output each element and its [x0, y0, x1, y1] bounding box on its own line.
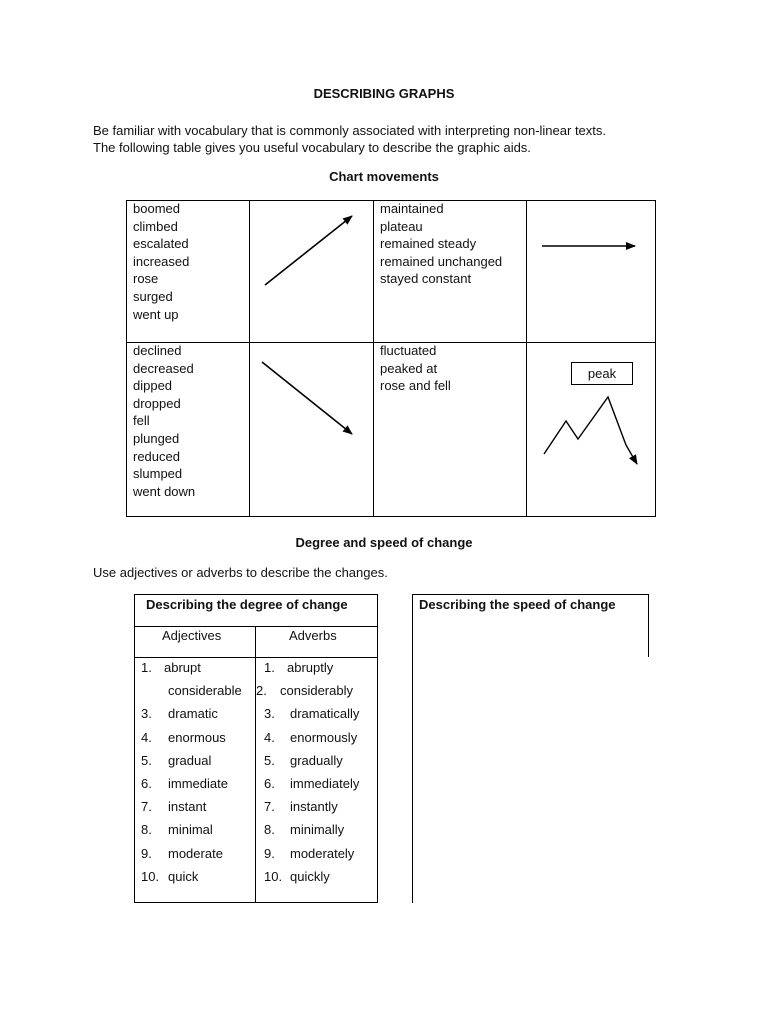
adverb-number: 3.	[264, 706, 275, 722]
fluctuation-arrow-icon	[626, 445, 637, 464]
steady-word: plateau	[380, 218, 423, 234]
degree-table-title: Describing the degree of change	[146, 597, 348, 612]
adjective-number: 10.	[141, 868, 160, 884]
adverb-word: quickly	[290, 868, 330, 884]
down-word: fell	[133, 413, 150, 429]
adjective-word: instant	[168, 799, 207, 815]
degree-speed-heading: Degree and speed of change	[295, 535, 473, 550]
down-word: slumped	[133, 466, 183, 482]
adverb-number: 6.	[264, 776, 275, 791]
down-word: plunged	[133, 430, 180, 446]
chart-movements-heading: Chart movements	[329, 169, 439, 184]
down-word: dropped	[133, 395, 181, 411]
fluctuation-word: fluctuated	[380, 343, 437, 358]
adjective-number: 5.	[141, 752, 152, 768]
adjective-word: enormous	[168, 729, 226, 745]
adjective-number: 1.	[141, 660, 152, 675]
adjective-number: 8.	[141, 822, 152, 838]
adverb-word: abruptly	[287, 660, 334, 675]
upward-arrow-icon	[265, 216, 352, 285]
adverb-number: 1.	[264, 660, 275, 675]
down-word: decreased	[133, 360, 194, 376]
adverb-number: 8.	[264, 822, 275, 838]
up-word: increased	[133, 253, 190, 269]
fluctuation-word: peaked at	[380, 360, 438, 376]
adjective-word: quick	[168, 868, 199, 884]
adverb-word: gradually	[290, 752, 343, 768]
steady-word: stayed constant	[380, 271, 472, 287]
down-word: went down	[133, 483, 196, 499]
up-word: escalated	[133, 236, 189, 252]
adjective-word: considerable	[168, 683, 242, 699]
steady-word: maintained	[380, 201, 444, 216]
adverb-word: minimally	[290, 822, 345, 838]
down-word: dipped	[133, 378, 173, 394]
adverb-number: 10.	[264, 868, 283, 884]
adjectives-header: Adjectives	[162, 628, 222, 643]
speed-table-title: Describing the speed of change	[419, 597, 616, 612]
adjective-number: 9.	[141, 845, 152, 861]
adjective-word: gradual	[168, 752, 212, 768]
peak-label: peak	[571, 362, 633, 385]
adjective-number: 3.	[141, 706, 152, 722]
adverb-word: immediately	[290, 776, 360, 791]
steady-word: remained steady	[380, 236, 477, 252]
adjective-word: immediate	[168, 776, 228, 791]
adverb-word: enormously	[290, 729, 358, 745]
fluctuation-line-icon	[544, 397, 626, 454]
adverbs-header: Adverbs	[289, 628, 337, 643]
instruction-text: Use adjectives or adverbs to describe the changes.	[93, 565, 388, 580]
adverb-number: 5.	[264, 752, 275, 768]
page-title: DESCRIBING GRAPHS	[313, 86, 455, 101]
adverb-word: considerably	[280, 683, 353, 699]
adjective-word: moderate	[168, 845, 223, 861]
adverb-number: 2.	[256, 683, 267, 699]
down-word: reduced	[133, 448, 180, 464]
downward-arrow-icon	[262, 362, 352, 434]
adverb-number: 7.	[264, 799, 275, 815]
intro-line-1: Be familiar with vocabulary that is commonly associated with interpreting non-linear texts.	[93, 123, 607, 138]
up-word: rose	[133, 271, 159, 287]
up-word: surged	[133, 288, 173, 304]
intro-line-2: The following table gives you useful vocabulary to describe the graphic aids.	[93, 140, 531, 155]
adverb-word: moderately	[290, 845, 355, 861]
up-word: went up	[133, 306, 179, 322]
down-word: declined	[133, 343, 182, 358]
adjective-word: abrupt	[164, 660, 201, 675]
adjective-number: 6.	[141, 776, 152, 791]
adjective-number: 7.	[141, 799, 152, 815]
steady-word: remained unchanged	[380, 253, 503, 269]
fluctuation-word: rose and fell	[380, 378, 451, 394]
adjective-number: 4.	[141, 729, 152, 745]
up-word: climbed	[133, 218, 178, 234]
adjective-word: dramatic	[168, 706, 218, 722]
adverb-word: instantly	[290, 799, 338, 815]
up-word: boomed	[133, 201, 180, 216]
adverb-word: dramatically	[290, 706, 360, 722]
adjective-word: minimal	[168, 822, 213, 838]
adverb-number: 9.	[264, 845, 275, 861]
adverb-number: 4.	[264, 729, 275, 745]
